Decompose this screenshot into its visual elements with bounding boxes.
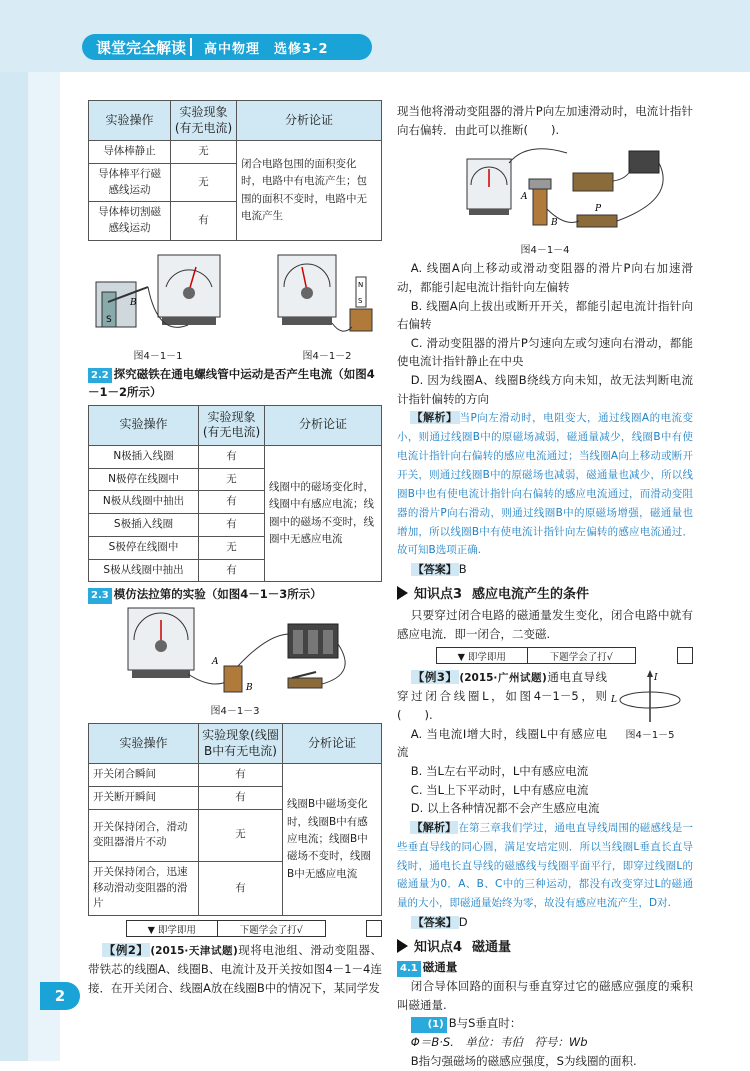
kp-label: 知识点3 — [414, 587, 463, 603]
kp-title: 磁通量 — [472, 940, 512, 956]
galvanometer-coil-illustration — [272, 247, 382, 347]
knowledge-point-4 — [397, 936, 693, 955]
wire-loop-illustration — [607, 668, 693, 726]
figure-4-1-3 — [88, 604, 382, 717]
example-2 — [88, 941, 382, 997]
option-d: D. 以上各种情况都不会产生感应电流 — [410, 801, 600, 816]
analysis-cell: 线圈B中磁场变化时，线圈B中有感应电流；线圈B中磁场不变时，线圈B中无感应电流 — [283, 764, 382, 916]
option-b: B. 线圈A向上拔出或断开开关，都能引起电流计指针向右偏转 — [397, 298, 693, 332]
option-a: A. 线圈A向上移动或滑动变阻器的滑片P向右加速滑动，都能引起电流计指针向左偏转 — [397, 261, 693, 294]
analysis-text: 当P向左滑动时，电阻变大，通过线圈A的电流变小，则通过线圈B中的原磁场减弱，磁通量减少，线圈B中有使电流计指针向右偏转的感应电流通过；当线圈A向上移动或断开开关，则通过线圈B中的原磁场也减弱，磁通量也减少，所以线圈B中也有使电流计指针向右偏转的感应电流通过，而滑动变阻器的滑片P向右滑动，则通过线圈B中的原磁场增强，磁通量也增加，所以线圈B中有使电流计指针向左偏转的感应电流通过．故可知B选项正确. — [397, 412, 694, 557]
header-separator — [190, 38, 192, 56]
practice-label: ▼ 即学即用 — [437, 648, 528, 663]
figure-caption: 图4－1－2 — [302, 350, 352, 362]
example-source: (2015·广州试题) — [459, 672, 547, 685]
example-3-block — [397, 668, 693, 762]
practice-bar — [126, 920, 326, 937]
svg-text:B: B — [130, 297, 137, 308]
table-cell: 无 — [171, 141, 237, 164]
section-4-1 — [397, 959, 693, 977]
section-text: 模仿法拉第的实验（如图4－1－3所示） — [113, 587, 322, 602]
table-cell: 有 — [199, 559, 265, 582]
mastered-checkbox[interactable] — [677, 647, 693, 664]
table-cell: N极停在线圈中 — [89, 468, 199, 491]
subject-title: 高中物理 选修3-2 — [204, 42, 329, 57]
table-cell: 导体棒平行磁感线运动 — [89, 163, 171, 202]
table-cell: 导体棒静止 — [89, 141, 171, 164]
answer-value: B — [458, 562, 467, 577]
practice-label: ▼ 即学即用 — [127, 921, 218, 936]
coil-circuit-illustration — [397, 139, 693, 241]
table-cell: 有 — [199, 861, 283, 915]
side-band-inner — [0, 72, 28, 1061]
sub-tag: (1) — [411, 1017, 447, 1033]
formula: Φ＝B·S. 单位：韦伯 符号：Wb — [410, 1035, 588, 1050]
svg-text:S: S — [358, 296, 363, 305]
section-2-3 — [88, 586, 382, 604]
current-label: I — [654, 673, 658, 684]
kp3-text: 只要穿过闭合电路的磁通量发生变化，闭合电路中就有感应电流．即一闭合，二变磁. — [397, 608, 693, 641]
th-op: 实验操作 — [89, 405, 199, 445]
option-c: C. 当L上下平动时，L中有感应电流 — [410, 782, 589, 797]
figure-caption: 图4－1－3 — [210, 706, 260, 718]
sub-text: B与S垂直时： — [448, 1016, 522, 1031]
faraday-experiment-illustration — [88, 604, 382, 702]
analysis-text: 在第三章我们学过，通电直导线周围的磁感线是一些垂直导线的同心圆，满足安培定则．所以当线圈L垂直长直导线时，通电长直导线的磁感线与线圈平面平行，即穿过线圈L的磁通量为0．A、B、C中的三种运动，都没有改变穿过L的磁通量的大小，即磁通量始终为零，故没有感应电流产生，D对. — [397, 821, 694, 910]
svg-text:P: P — [595, 204, 602, 215]
answer-label: 【答案】 — [412, 563, 457, 577]
table-cell: S极插入线圈 — [89, 514, 199, 537]
table-cell: 有 — [199, 764, 283, 787]
example-label: 【例2】 — [103, 943, 149, 957]
section-tag: 2.2 — [88, 368, 112, 384]
table-cell: 无 — [199, 809, 283, 861]
book-title: 课堂完全解读 — [96, 39, 187, 57]
section-2-2 — [88, 366, 382, 402]
table-cell: 有 — [199, 491, 265, 514]
figure-caption: 图4－1－1 — [133, 350, 183, 362]
example-3-left — [397, 668, 607, 762]
th-ph: 实验现象 (有无电流) — [199, 405, 265, 445]
option-a: A. 当电流I增大时，线圈L中有感应电流 — [397, 726, 607, 760]
figure-row-1 — [88, 247, 382, 362]
right-column — [397, 102, 693, 1071]
loop-label: L — [611, 695, 617, 706]
th-ph: 实验现象 (有无电流) — [171, 101, 237, 141]
section-tag: 2.3 — [88, 588, 112, 604]
experiment-table-3 — [88, 723, 382, 916]
formula-note: B指匀强磁场的磁感应强度，S为线圈的面积. — [410, 1053, 637, 1068]
analysis-label: 【解析】 — [411, 411, 458, 425]
mastered-checkbox[interactable] — [366, 920, 382, 937]
example-2-continued: 现当他将滑动变阻器的滑片P向左加速滑动时，电流计指针向右偏转．由此可以推断( ). — [397, 104, 693, 137]
table-cell: 开关保持闭合，滑动变阻器滑片不动 — [89, 809, 199, 861]
kp4-text: 闭合导体回路的面积与垂直穿过它的磁感应强度的乘积叫磁通量. — [397, 978, 693, 1012]
figure-4-1-2 — [272, 247, 382, 362]
triangle-icon — [397, 586, 408, 600]
analysis-label: 【解析】 — [411, 820, 457, 834]
analysis-2 — [397, 408, 693, 560]
table-cell: 无 — [199, 536, 265, 559]
svg-text:B: B — [551, 218, 558, 229]
example-text: 通电直导线穿过闭合线圈L，如图4－1－5，则( ). — [397, 670, 607, 723]
figure-4-1-5 — [607, 668, 693, 762]
th-an: 分析论证 — [237, 101, 382, 141]
th-an: 分析论证 — [283, 724, 382, 764]
left-column — [88, 100, 382, 997]
table-cell: 开关保持闭合，迅速移动滑动变阻器的滑片 — [89, 861, 199, 915]
table-cell: 无 — [199, 468, 265, 491]
option-d: D. 因为线圈A、线圈B绕线方向未知，故无法判断电流计指针偏转的方向 — [397, 373, 693, 406]
triangle-icon — [397, 939, 408, 953]
answer-2 — [397, 560, 693, 579]
kp-title: 感应电流产生的条件 — [472, 587, 590, 603]
svg-text:B: B — [246, 683, 253, 694]
th-op: 实验操作 — [89, 724, 199, 764]
analysis-cell: 线圈中的磁场变化时，线圈中有感应电流；线圈中的磁场不变时，线圈中无感应电流 — [265, 445, 382, 582]
analysis-cell: 闭合电路包围的面积变化时，电路中有电流产生；包围的面积不变时，电路中无电流产生 — [237, 141, 382, 241]
table-cell: S极从线圈中抽出 — [89, 559, 199, 582]
sub-1 — [397, 1014, 693, 1033]
mastered-label: 下题学会了打√ — [239, 924, 303, 936]
svg-text:A: A — [521, 192, 528, 203]
example-label: 【例3】 — [412, 670, 458, 685]
table-cell: 有 — [171, 202, 237, 241]
table-cell: N极插入线圈 — [89, 445, 199, 468]
table-cell: 有 — [199, 787, 283, 810]
th-ph: 实验现象(线圈 B中有无电流) — [199, 724, 283, 764]
practice-bar-1 — [88, 920, 382, 937]
table-cell: S极停在线圈中 — [89, 536, 199, 559]
table-cell: N极从线圈中抽出 — [89, 491, 199, 514]
example-text: 现将电池组、滑动变阻器、带铁芯的线圈A、线圈B、电流计及开关按如图4－1－4连接．在开关闭合、线圈A放在线圈B中的情况下，某同学发 — [88, 943, 382, 995]
figure-caption: 图4－1－4 — [520, 245, 570, 257]
table-cell: 导体棒切割磁感线运动 — [89, 202, 171, 241]
experiment-table-1 — [88, 100, 382, 241]
practice-bar — [436, 647, 636, 664]
figure-4-1-1 — [88, 247, 228, 362]
knowledge-point-3 — [397, 583, 693, 602]
answer-value: D — [458, 915, 468, 930]
section-text: 探究磁铁在通电螺线管中运动是否产生电流（如图4－1－2所示） — [88, 366, 375, 399]
page-number: 2 — [40, 982, 80, 1010]
th-op: 实验操作 — [89, 101, 171, 141]
answer-label: 【答案】 — [412, 916, 457, 930]
practice-bar-2 — [397, 647, 693, 664]
galvanometer-magnet-illustration — [88, 247, 228, 347]
figure-4-1-4 — [397, 139, 693, 256]
svg-text:A: A — [212, 657, 219, 668]
table-cell: 有 — [199, 445, 265, 468]
kp-label: 知识点4 — [414, 940, 463, 956]
example-source: (2015·天津试题) — [150, 945, 238, 957]
th-an: 分析论证 — [265, 405, 382, 445]
table-cell: 开关断开瞬间 — [89, 787, 199, 810]
option-b: B. 当L左右平动时，L中有感应电流 — [410, 763, 589, 778]
svg-text:S: S — [106, 314, 112, 325]
mastered-label: 下题学会了打√ — [549, 651, 613, 663]
answer-3 — [397, 913, 693, 932]
option-c: C. 滑动变阻器的滑片P匀速向左或匀速向右滑动，都能使电流计指针静止在中央 — [397, 335, 693, 369]
table-cell: 无 — [171, 163, 237, 202]
svg-text:N: N — [358, 280, 364, 289]
table-cell: 有 — [199, 514, 265, 537]
experiment-table-2 — [88, 405, 382, 583]
figure-caption: 图4－1－5 — [625, 730, 675, 742]
section-text: 磁通量 — [422, 960, 458, 975]
table-cell: 开关闭合瞬间 — [89, 764, 199, 787]
section-tag: 4.1 — [397, 961, 421, 977]
analysis-3 — [397, 818, 693, 913]
example-3 — [397, 668, 607, 724]
